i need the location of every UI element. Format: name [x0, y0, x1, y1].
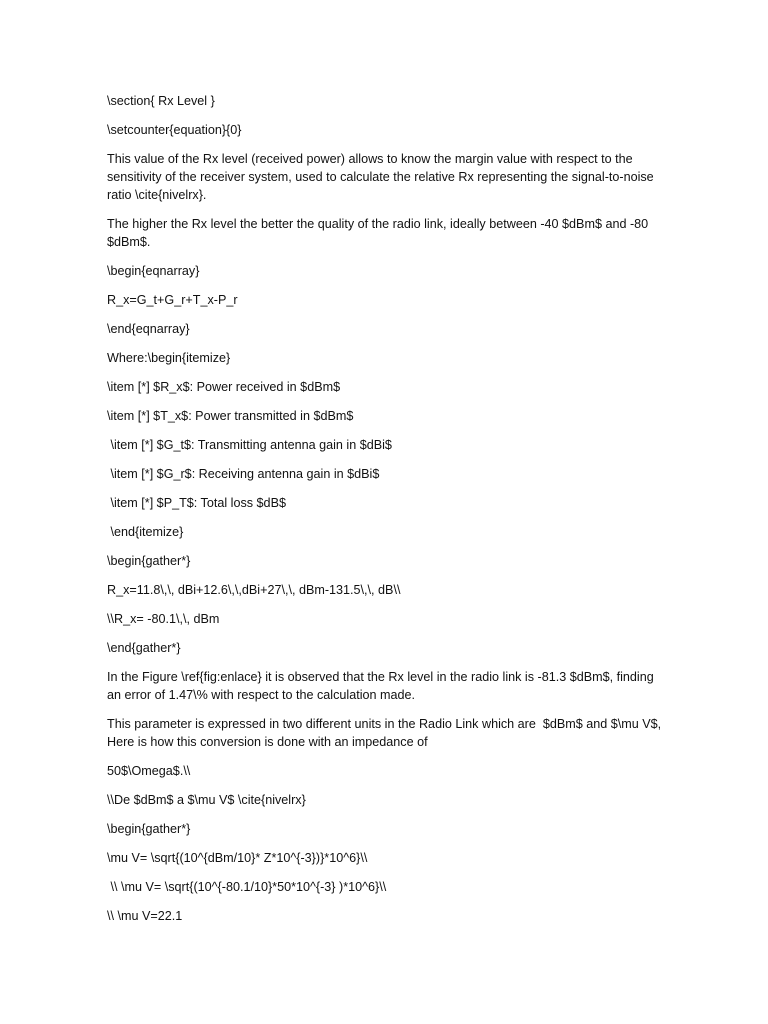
where-begin-itemize: Where:\begin{itemize}	[107, 351, 231, 365]
figure-paragraph: In the Figure \ref{fig:enlace} it is observed that the Rx level in the radio link is -81.3 $dBm$, finding an error of 1.47\% with respect to the calculation made.	[107, 670, 658, 702]
item-gt: \item [*] $G_t$: Transmitting antenna gain in $dBi$	[107, 438, 392, 452]
item-gr: \item [*] $G_r$: Receiving antenna gain in $dBi$	[107, 467, 380, 481]
units-paragraph: This parameter is expressed in two different units in the Radio Link which are $dBm$ and $\mu V$, Here is how this conversion is done with an impedance of	[107, 717, 665, 749]
begin-gather-2: \begin{gather*}	[107, 822, 191, 836]
section-command: \section{ Rx Level }	[107, 94, 215, 108]
item-pt: \item [*] $P_T$: Total loss $dB$	[107, 496, 286, 510]
conversion-formula: \mu V= \sqrt{(10^{dBm/10}* Z*10^{-3})}*10^6}\\	[107, 851, 368, 865]
end-eqnarray: \end{eqnarray}	[107, 322, 190, 336]
document-page	[107, 92, 667, 925]
rx-calculation: R_x=11.8\,\, dBi+12.6\,\,dBi+27\,\, dBm-131.5\,\, dB\\	[107, 583, 401, 597]
quality-paragraph: The higher the Rx level the better the quality of the radio link, ideally between -40 $dBm$ and -80 $dBm$.	[107, 217, 652, 249]
rx-equation: R_x=G_t+G_r+T_x-P_r	[107, 293, 238, 307]
conversion-result: \\ \mu V=22.1	[107, 909, 183, 923]
begin-eqnarray: \begin{eqnarray}	[107, 264, 200, 278]
conversion-substitution: \\ \mu V= \sqrt{(10^{-80.1/10}*50*10^{-3} )*10^6}\\	[107, 880, 387, 894]
end-itemize: \end{itemize}	[107, 525, 184, 539]
intro-paragraph: This value of the Rx level (received power) allows to know the margin value with respect to the sensitivity of the receiver system, used to calculate the relative Rx representing the signal-to-noise ratio \cite{nivelrx}.	[107, 152, 658, 202]
setcounter-command: \setcounter{equation}{0}	[107, 123, 242, 137]
begin-gather-1: \begin{gather*}	[107, 554, 191, 568]
item-rx: \item [*] $R_x$: Power received in $dBm$	[107, 380, 341, 394]
conversion-heading: \\De $dBm$ a $\mu V$ \cite{nivelrx}	[107, 793, 306, 807]
rx-result: \\R_x= -80.1\,\, dBm	[107, 612, 220, 626]
impedance-line: 50$\Omega$.\\	[107, 764, 191, 778]
item-tx: \item [*] $T_x$: Power transmitted in $dBm$	[107, 409, 354, 423]
end-gather-1: \end{gather*}	[107, 641, 181, 655]
